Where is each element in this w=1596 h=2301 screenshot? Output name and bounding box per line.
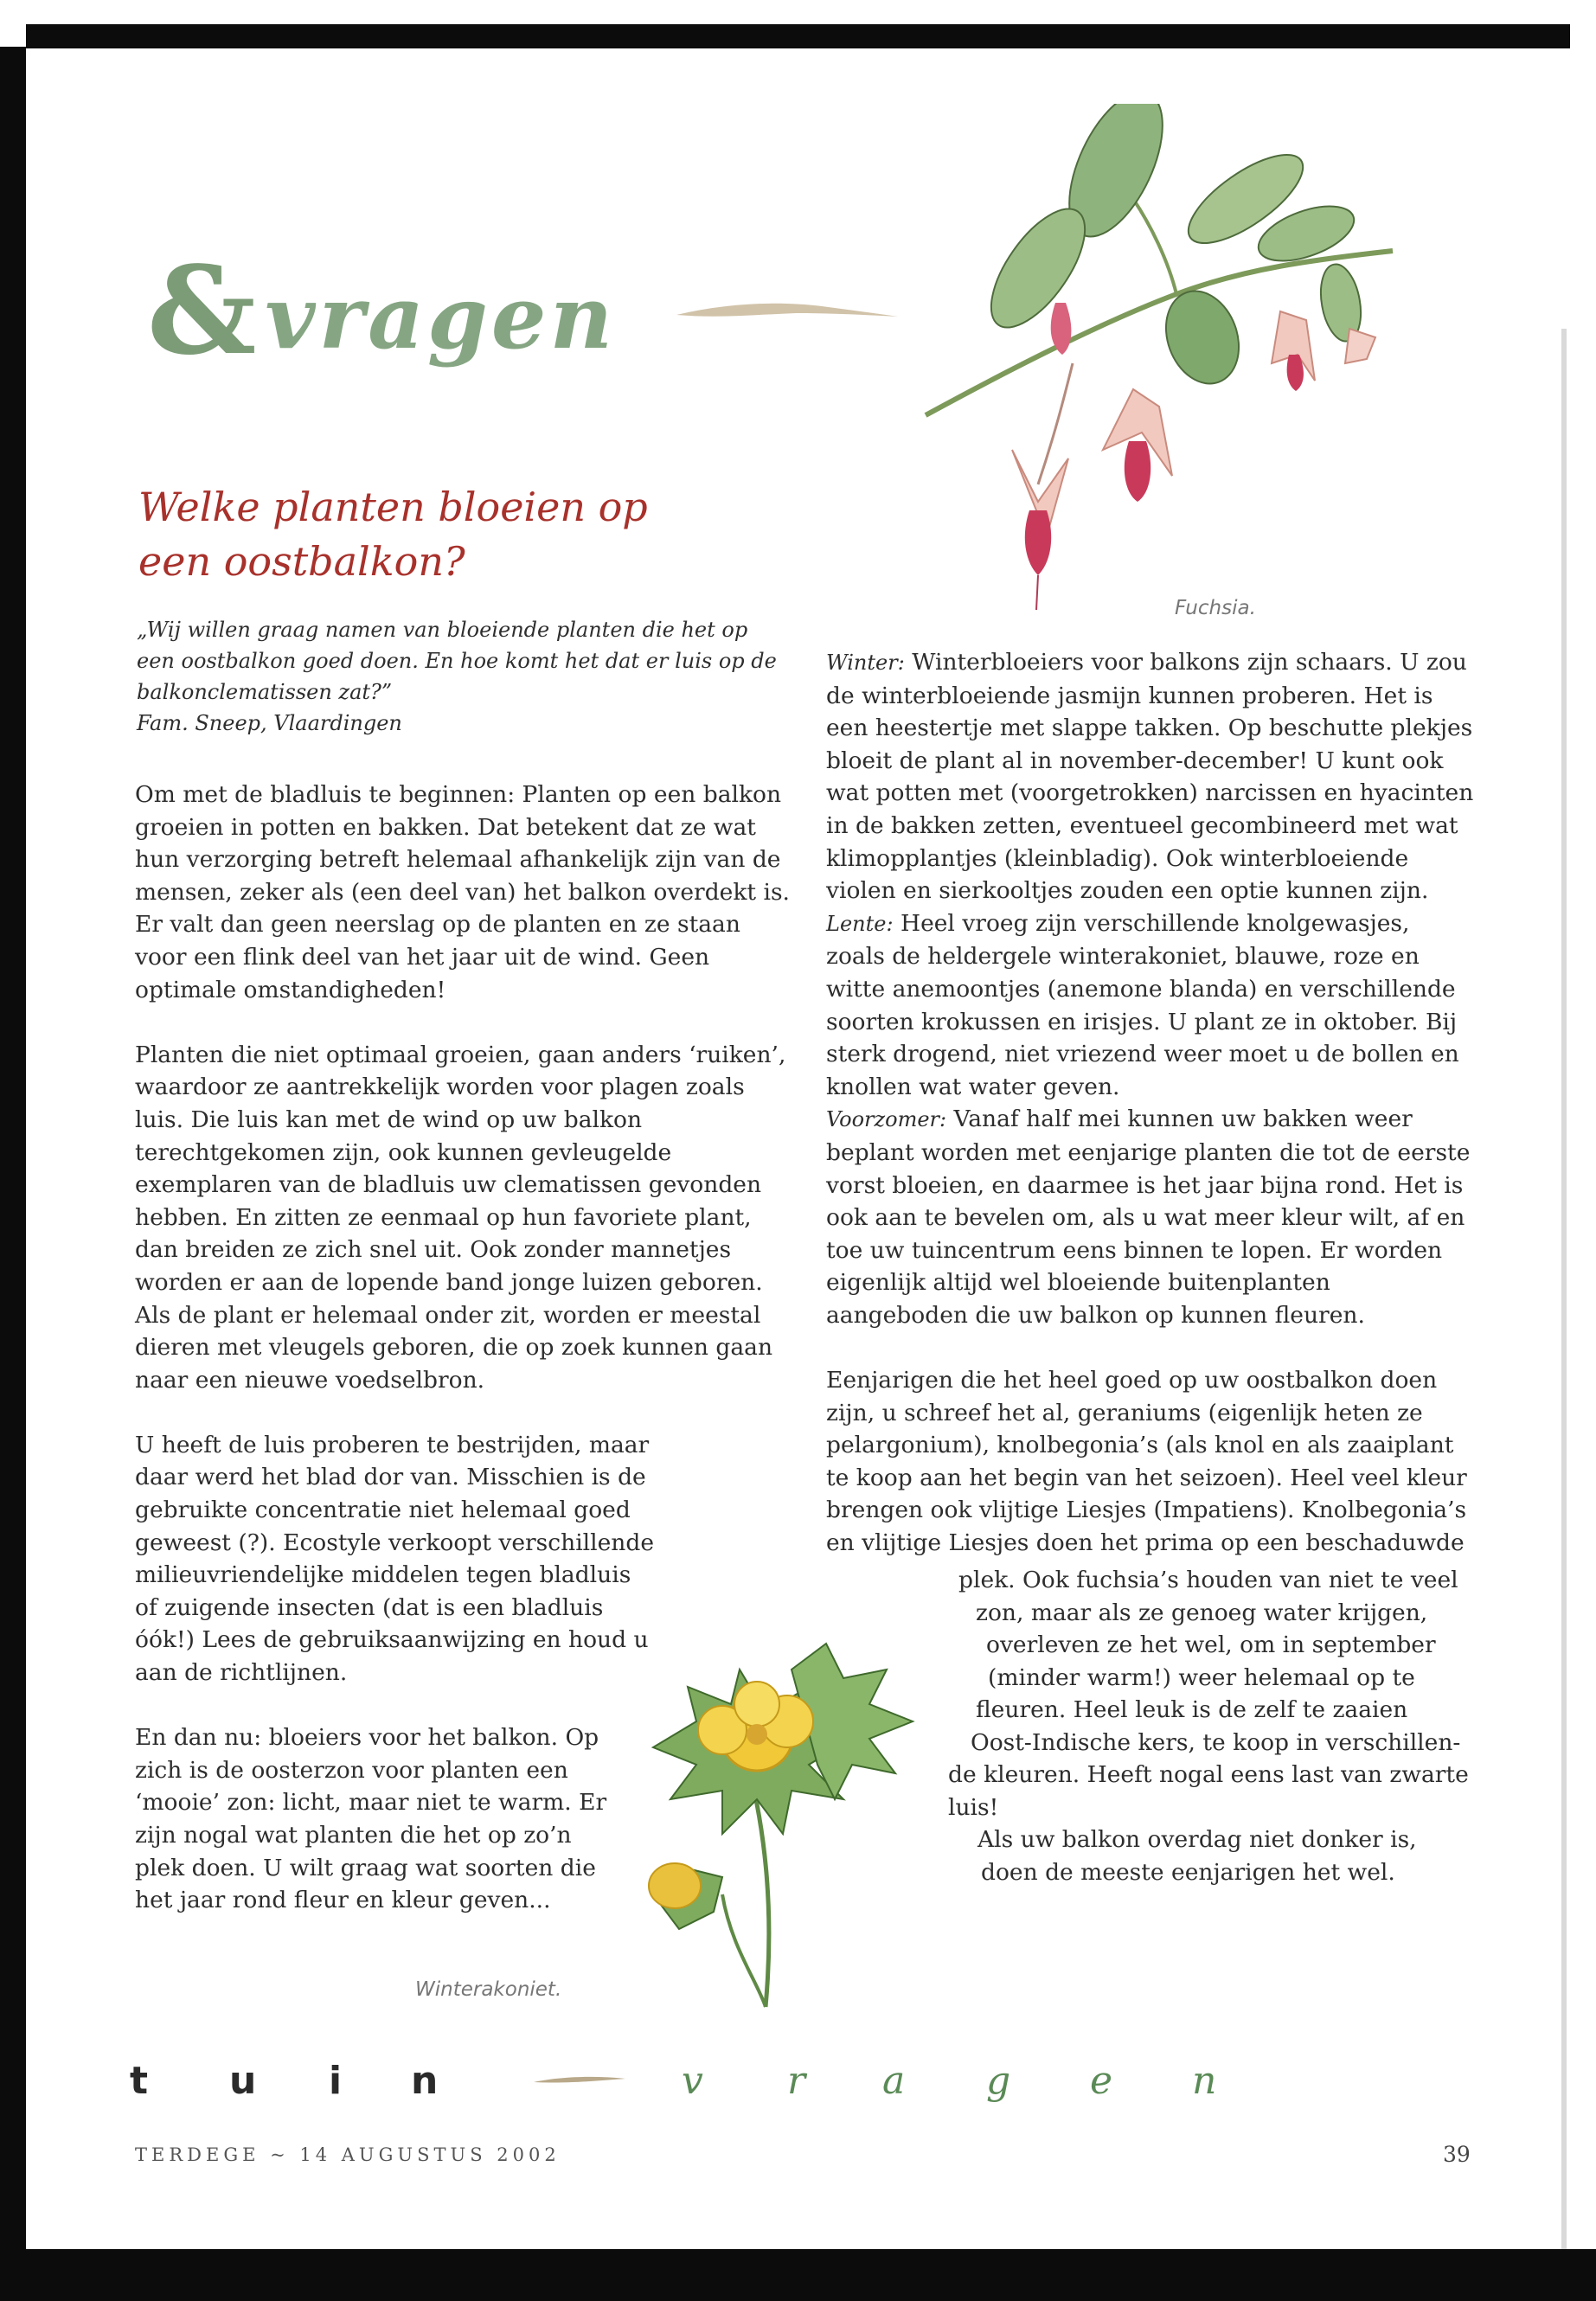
paragraph: Planten die niet optimaal groeien, gaan anders ‘ruiken’, waardoor ze aantrekkelijk worden voor plagen zoals luis. Die luis kan met de wind op uw balkon terechtgekomen zijn, ook kunnen gevleugelde exemplaren van de bladluis uw clematissen gevonden hebben. En zitten ze eenmaal op hun favoriete plant, dan breiden ze zich snel uit. Ook zonder mannetjes worden er aan de lopende band jonge luizen geboren. Als de plant er helemaal onder zit, worden er meestal dieren met vleugels geboren, die op zoek kunnen gaan naar een nieuwe voedselbron. [135, 1041, 786, 1394]
footer-letter: a [882, 2059, 906, 2103]
footer-letter: i [329, 2059, 343, 2103]
footer-letter: e [1090, 2059, 1113, 2103]
winterakoniet-caption: Winterakoniet. [415, 1978, 562, 2001]
brush-stroke-decoration [675, 294, 900, 329]
wrap-line: plek. Ook fuchsia’s houden van niet te veel [958, 1567, 1458, 1593]
wrap-line: de kleuren. Heeft nogal eens last van zwarte [948, 1761, 1469, 1788]
wrap-line: fleuren. Heel leuk is de zelf te zaaien [976, 1696, 1408, 1723]
reader-letter [137, 614, 777, 739]
wrap-line: overleven ze het wel, om in september [986, 1631, 1436, 1658]
letter-sender: Fam. Sneep, Vlaardingen [137, 711, 402, 735]
text-lente: Heel vroeg zijn verschillende knolgewasjes, zoals de heldergele winterakoniet, blauwe, roze en witte anemoontjes (anemone blanda) en verschillende soorten krokussen en irisjes. U plant ze in oktober. Bij sterk drogend, niet vriezend weer moet u de bollen en knollen wat water geven. [826, 909, 1459, 1100]
footer-brush-stroke [532, 2072, 627, 2089]
footer-letter: n [411, 2059, 439, 2103]
winterakoniet-illustration [636, 1635, 947, 2016]
footer-letter: g [986, 2059, 1011, 2103]
footer-letter: r [787, 2059, 806, 2103]
paragraph: Eenjarigen die het heel goed op uw oostbalkon doen zijn, u schreef het al, geraniums (eigenlijk heten ze pelargonium), knolbegonia’s (als knol en als zaaiplant te koop aan het begin van het seizoen). Heel veel kleur brengen ook vlijtige Liesjes (Impatiens). Knolbegonia’s en vlijtige Liesjes doen het prima op een beschaduwde [826, 1367, 1467, 1557]
fuchsia-illustration [917, 104, 1401, 614]
closing-line: doen de meeste eenjarigen het wel. [981, 1859, 1395, 1886]
fuchsia-caption: Fuchsia. [1175, 597, 1256, 619]
page-frame-left [0, 47, 26, 2301]
label-winter: Winter: [826, 651, 905, 675]
label-voorzomer: Voorzomer: [826, 1107, 947, 1132]
label-lente: Lente: [826, 911, 894, 936]
footer-letter: n [1192, 2059, 1217, 2103]
page-number: 39 [1443, 2142, 1471, 2167]
footer-title [130, 2059, 1254, 2111]
footer-letter: v [682, 2059, 703, 2103]
page-frame-right [1561, 329, 1567, 2249]
seasons-paragraph [826, 646, 1475, 1331]
footer-letter: t [130, 2059, 149, 2103]
paragraph: U heeft de luis proberen te bestrijden, maar daar werd het blad dor van. Misschien is de gebruikte concentratie niet helemaal goed geweest (?). Ecostyle verkoopt verschillende milieuvriendelijke middelen tegen bladluis of zuigende insecten (dat is een bladluis óók!) Lees de gebruiksaanwijzing en houd u aan de richtlijnen. [135, 1431, 655, 1687]
paragraph: En dan nu: bloeiers voor het balkon. Op zich is de oosterzon voor planten een ‘mooie’ zon: licht, maar niet te warm. Er zijn nogal wat planten die het op zo’n plek doen. U wilt graag wat soorten die het jaar rond fleur en kleur geven... [135, 1724, 607, 1914]
letter-text: „Wij willen graag namen van bloeiende planten die het op een oostbalkon goed doen. En hoe komt het dat er luis op de balkonclematissen zat?” [137, 618, 777, 704]
section-heading [147, 240, 617, 382]
text-winter: Winterbloeiers voor balkons zijn schaars. U zou de winterbloeiende jasmijn kunnen proberen. Het is een heestertje met slappe takken. Op beschutte plekjes bloeit de plant al in november-december! U kunt ook wat potten met (voorgetrokken) narcissen en hyacinten in de bakken zetten, eventueel gecombineerd met wat klimopplantjes (kleinbladig). Ook winterbloeiende violen en sierkooltjes zouden een optie kunnen zijn. [826, 649, 1474, 905]
closing-line: Als uw balkon overdag niet donker is, [977, 1826, 1417, 1853]
question-title: Welke planten bloeien op een oostbalkon? [138, 484, 648, 586]
heading-word: vragen [265, 266, 617, 369]
page-frame-top [26, 24, 1570, 48]
wrap-line: zon, maar als ze genoeg water krijgen, [976, 1599, 1428, 1626]
wrap-line: luis! [948, 1794, 999, 1821]
footer-letter: u [229, 2059, 257, 2103]
wrap-line: Oost-Indische kers, te koop in verschillen- [971, 1729, 1461, 1756]
wrap-line: (minder warm!) weer helemaal op te [988, 1664, 1415, 1691]
text-voorzomer: Vanaf half mei kunnen uw bakken weer beplant worden met eenjarige planten die tot de eerste vorst bloeien, en daarmee is het jaar bijna rond. Het is ook aan te bevelen om, als u wat meer kleur wilt, af en toe uw tuincentrum eens binnen te lopen. Er worden eigenlijk altijd wel bloeiende buitenplanten aangeboden die uw balkon op kunnen fleuren. [826, 1106, 1471, 1329]
page-frame-bottom [0, 2249, 1596, 2301]
footer-publication: TERDEGE ~ 14 AUGUSTUS 2002 [135, 2144, 561, 2165]
paragraph: Om met de bladluis te beginnen: Planten op een balkon groeien in potten en bakken. Dat betekent dat ze wat hun verzorging betreft helemaal afhankelijk zijn van de mensen, zeker als (een deel van) het balkon overdekt is. Er valt dan geen neerslag op de planten en ze staan voor een flink deel van het jaar uit de wind. Geen optimale omstandigheden! [135, 781, 790, 1003]
heading-ampersand: & [147, 240, 257, 382]
right-column [826, 646, 1475, 1560]
